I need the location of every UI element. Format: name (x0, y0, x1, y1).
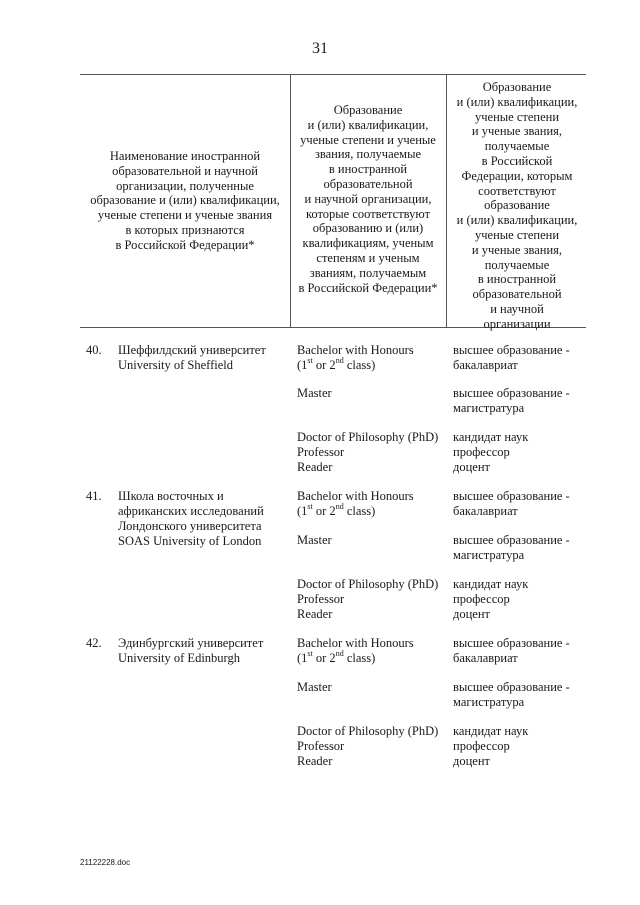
degree-master: Master (297, 386, 332, 400)
header-divider-2 (446, 74, 447, 327)
organization-name: Школа восточных и африканских исследований Лондонского университета SOAS University of London (118, 489, 264, 548)
equivalent-phd-professor-reader: кандидат наук профессор доцент (453, 577, 529, 621)
degree-phd-professor-reader: Doctor of Philosophy (PhD) Professor Reader (297, 430, 439, 474)
header-divider-1 (290, 74, 291, 327)
equivalent-master: высшее образование - магистратура (453, 386, 570, 415)
degree-bachelor (297, 343, 447, 373)
page-number: 31 (312, 40, 328, 57)
header-col-foreign-degrees: Образование и (или) квалификации, ученые степени и ученые звания, получаемые в иностранной образовательной и научной организации, которые соответствуют образованию и (или) квалификациям, ученым степеням и ученым званиям, получаемым в Российской Федерации* (298, 103, 438, 295)
degree-bachelor-title: Bachelor with Honours (297, 489, 414, 503)
table-top-rule (80, 74, 586, 75)
degree-bachelor-class: (1st or 2nd class) (297, 355, 376, 372)
degree-bachelor-title: Bachelor with Honours (297, 343, 414, 357)
equivalent-bachelor: высшее образование - бакалавриат (453, 343, 570, 372)
header-col-organization: Наименование иностранной образовательной и научной организации, полученные образование и (или) квалификации, ученые степени и ученые звания в которых признаются в Российской Федерации* (90, 149, 280, 252)
row-number: 41. (86, 489, 102, 503)
equivalent-phd-professor-reader: кандидат наук профессор доцент (453, 430, 529, 474)
equivalent-phd-professor-reader: кандидат наук профессор доцент (453, 724, 529, 768)
header-col-russian-equivalents: Образование и (или) квалификации, ученые степени и ученые звания, получаемые в Российской Федерации, которым соответствуют образование и (или) квалификации, ученые степени и ученые звания, получаемые в иностранной образовательной и научной организации (456, 80, 578, 331)
equivalent-master: высшее образование - магистратура (453, 533, 570, 562)
organization-name: Эдинбургский университет University of Edinburgh (118, 636, 264, 665)
equivalent-bachelor: высшее образование - бакалавриат (453, 636, 570, 665)
row-number: 40. (86, 343, 102, 357)
degree-master: Master (297, 533, 332, 547)
degree-bachelor-class: (1st or 2nd class) (297, 648, 376, 665)
degree-bachelor (297, 489, 447, 519)
degree-bachelor-class: (1st or 2nd class) (297, 501, 376, 518)
degree-master: Master (297, 680, 332, 694)
document-filename: 21122228.doc (80, 858, 131, 867)
degree-phd-professor-reader: Doctor of Philosophy (PhD) Professor Reader (297, 724, 439, 768)
row-number: 42. (86, 636, 102, 650)
organization-name: Шеффилдский университет University of Sheffield (118, 343, 266, 372)
degree-bachelor (297, 636, 447, 666)
degree-bachelor-title: Bachelor with Honours (297, 636, 414, 650)
equivalent-bachelor: высшее образование - бакалавриат (453, 489, 570, 518)
equivalent-master: высшее образование - магистратура (453, 680, 570, 709)
degree-phd-professor-reader: Doctor of Philosophy (PhD) Professor Reader (297, 577, 439, 621)
